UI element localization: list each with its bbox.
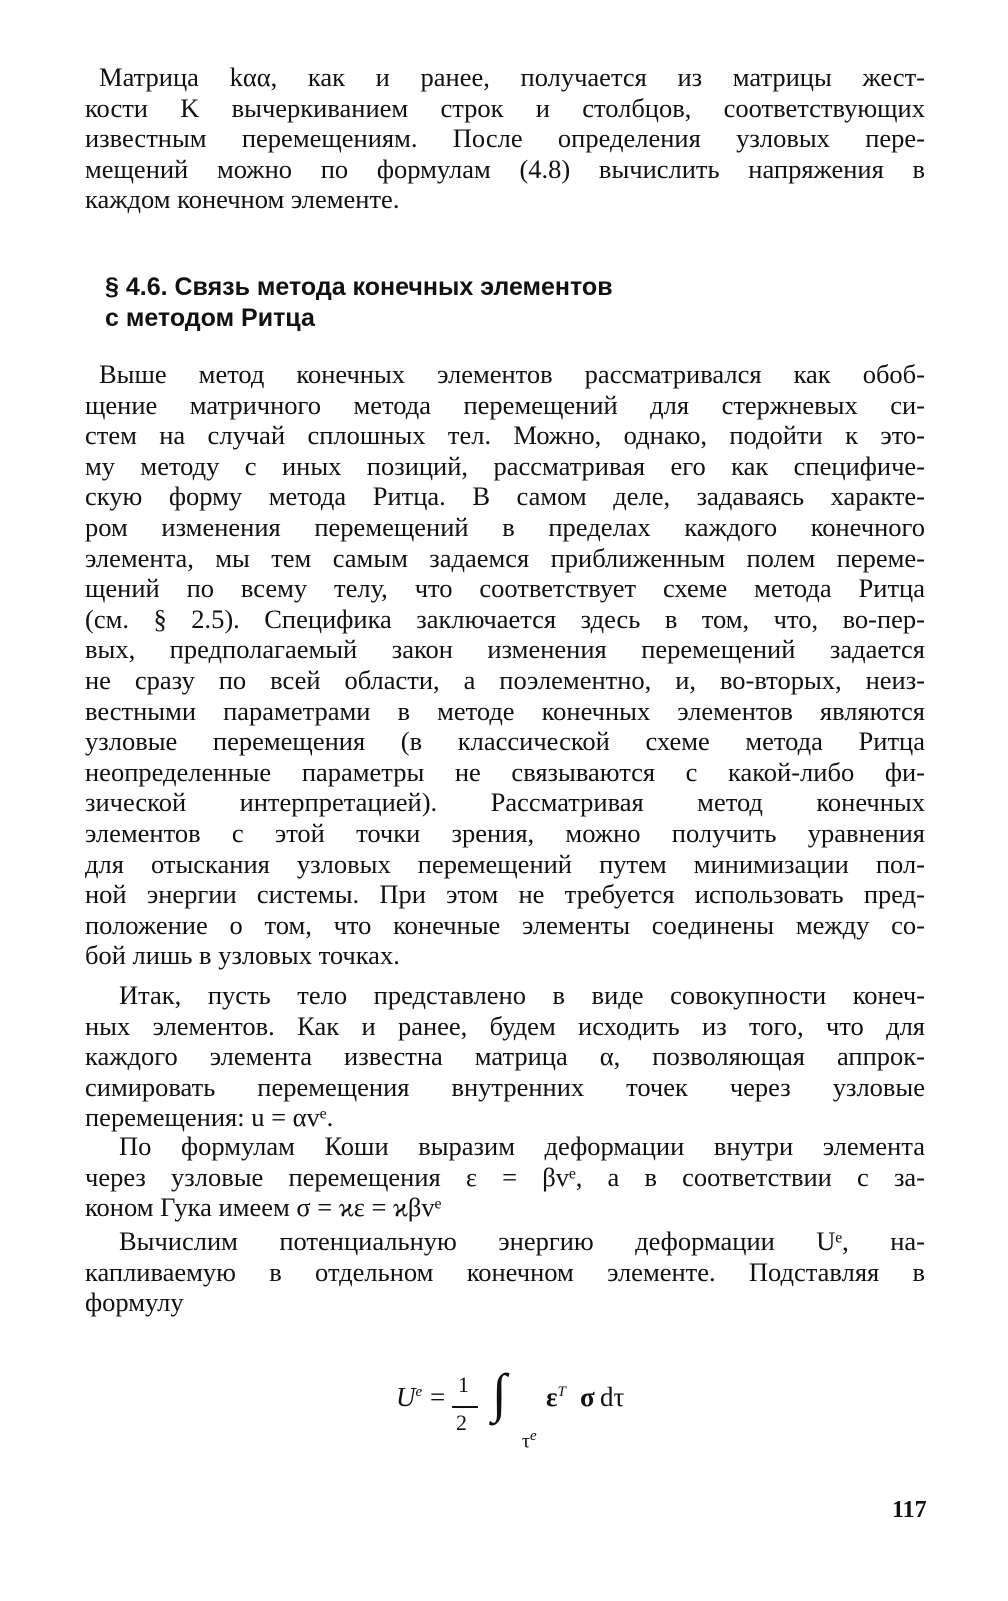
text-line: (см. § 2.5). Специфика заключается здесь в том, что, во-пер- (85, 603, 925, 634)
text-line: ных элементов. Как и ранее, будем исходить из того, что для (85, 1010, 925, 1041)
text-line: мещений можно по формулам (4.8) вычислить напряжения в (85, 153, 925, 184)
paragraph-1 (85, 62, 925, 215)
text-line: элементов с этой точки зрения, можно получить уравнения (85, 817, 925, 848)
text-line: скую форму метода Ритца. В самом деле, задаваясь характе- (85, 481, 925, 512)
text-line: не сразу по всей области, а поэлементно, и, во-вторых, неиз- (85, 664, 925, 695)
text-line: кости K вычеркиванием строк и столбцов, соответствующих (85, 92, 925, 123)
text-line: ром изменения перемещений в пределах каждого конечного (85, 511, 925, 542)
formula-differential: dτ (600, 1382, 625, 1412)
text-line: ной энергии системы. При этом не требуется использовать пред- (85, 879, 925, 910)
integral-limit: $\tau^e$ (522, 1428, 537, 1453)
text-line: зической интерпретацией). Рассматривая метод конечных (85, 787, 925, 818)
text-line: Матрица kαα, как и ранее, получается из матрицы жест- (99, 62, 925, 92)
text-line: перемещения: u = αvᵉ. (85, 1102, 334, 1133)
text-line: По формулам Коши выразим деформации внутри элемента (119, 1131, 925, 1161)
text-line: щение матричного метода перемещений для стержневых си- (85, 389, 925, 420)
paragraph-2 (85, 359, 925, 971)
text-line: Выше метод конечных элементов рассматривался как обоб- (99, 359, 925, 389)
fraction-bar (452, 1406, 478, 1408)
text-line: вестными параметрами в методе конечных элементов являются (85, 695, 925, 726)
text-line: узловые перемещения (в классической схеме метода Ритца (85, 726, 925, 757)
paragraph-3 (85, 980, 925, 1133)
formula-equals: = (430, 1382, 446, 1412)
text-line: стем на случай сплошных тел. Можно, однако, подойти к это- (85, 420, 925, 451)
text-line: неопределенные параметры не связываются с какой-либо фи- (85, 756, 925, 787)
text-line: каждом конечном элементе. (85, 184, 400, 215)
text-line: вых, предполагаемый закон изменения перемещений задается (85, 634, 925, 665)
paragraph-4 (85, 1131, 925, 1223)
text-line: каждого элемента известна матрица α, позволяющая аппрок- (85, 1041, 925, 1072)
text-line: Вычислим потенциальную энергию деформации Uᵉ, на- (119, 1226, 925, 1256)
formula-denominator: 2 (456, 1410, 467, 1435)
text-line: известным перемещениям. После определения узловых пере- (85, 123, 925, 154)
text-line: коном Гука имеем σ = ϰε = ϰβvᵉ (85, 1192, 442, 1223)
energy-formula (396, 1364, 656, 1454)
text-line: через узловые перемещения ε = βvᵉ, а в соответствии с за- (85, 1161, 925, 1192)
formula-lhs: $U^e$ (396, 1382, 423, 1412)
paragraph-5 (85, 1226, 925, 1318)
text-line: для отыскания узловых перемещений путем минимизации пол- (85, 848, 925, 879)
integral-sign: ∫ (492, 1363, 507, 1423)
section-heading (85, 272, 925, 333)
formula-numerator: 1 (458, 1372, 469, 1397)
text-line: бой лишь в узловых точках. (85, 940, 400, 971)
page-number: 117 (892, 1497, 927, 1523)
text-line: формулу (85, 1287, 184, 1318)
text-line: му методу с иных позиций, рассматривая его как специфиче- (85, 450, 925, 481)
text-line: щений по всему телу, что соответствует схеме метода Ритца (85, 573, 925, 604)
text-line: положение о том, что конечные элементы соединены между со- (85, 909, 925, 940)
text-line: элемента, мы тем самым задаемся приближенным полем переме- (85, 542, 925, 573)
text-line: капливаемую в отдельном конечном элементе. Подставляя в (85, 1256, 925, 1287)
formula-sigma: σ (580, 1382, 595, 1412)
formula-integrand: $\varepsilon^T$ (546, 1382, 566, 1412)
heading-line: с методом Ритца (105, 303, 315, 332)
text-line: симировать перемещения внутренних точек через узловые (85, 1071, 925, 1102)
text-line: Итак, пусть тело представлено в виде совокупности конеч- (119, 980, 925, 1010)
heading-line: § 4.6. Связь метода конечных элементов (105, 273, 613, 301)
